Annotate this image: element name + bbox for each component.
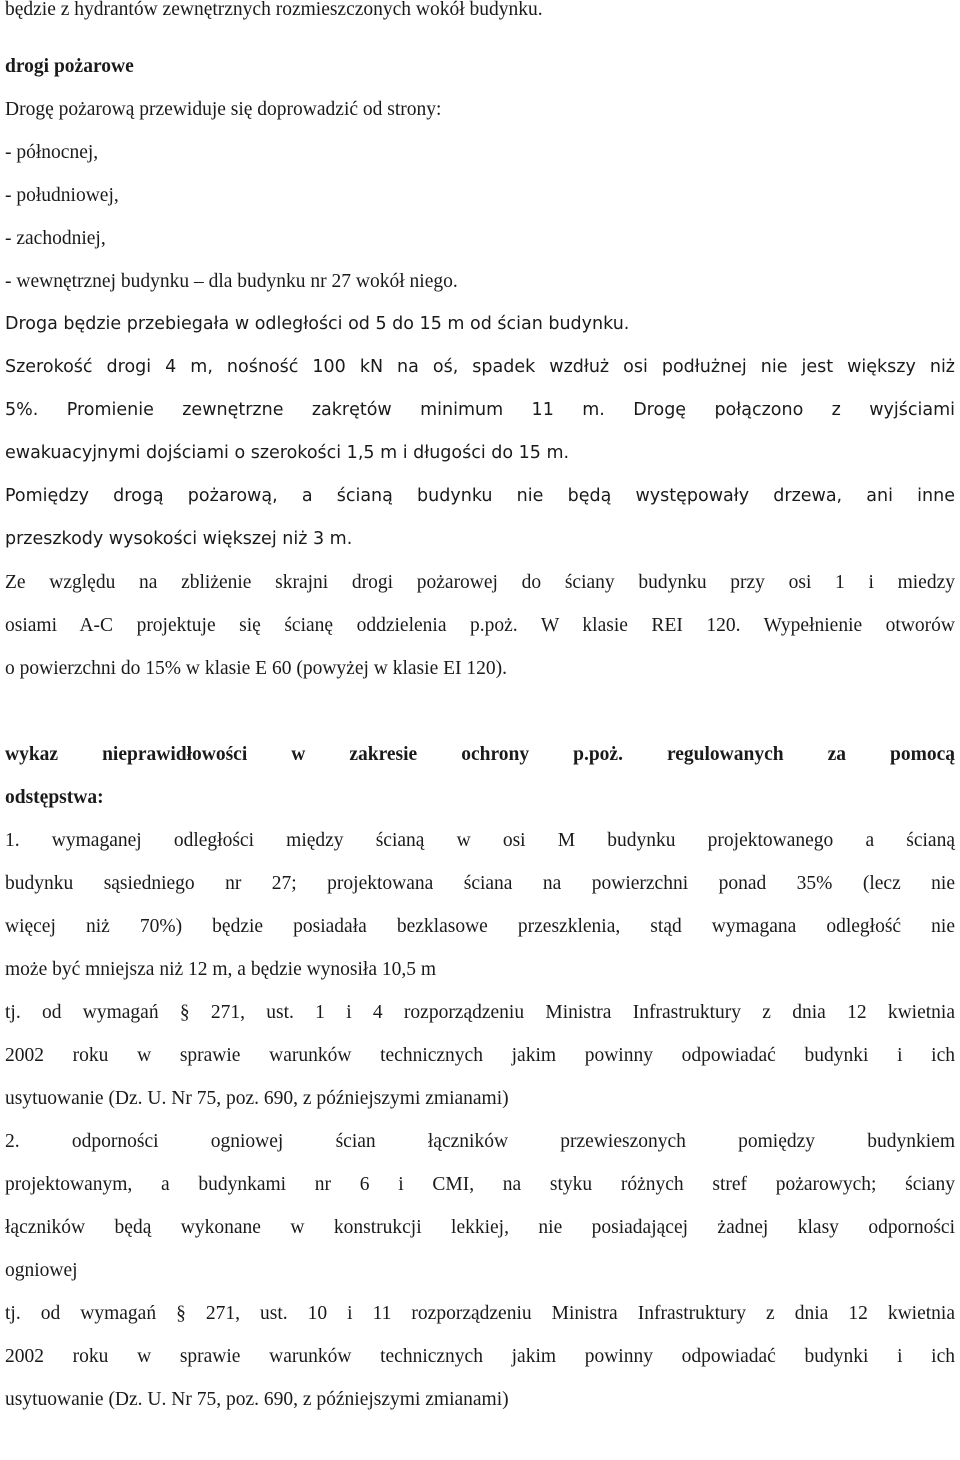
item1-ref-line-3: usytuowanie (Dz. U. Nr 75, poz. 690, z późniejszymi zmianami)	[5, 1088, 509, 1109]
item2-ref-line-3: usytuowanie (Dz. U. Nr 75, poz. 690, z późniejszymi zmianami)	[5, 1389, 509, 1410]
list-item-south: - południowej,	[5, 185, 119, 206]
item2-line-1: 2. odporności ogniowej ścian łączników przewieszonych pomiędzy budynkiem	[5, 1131, 955, 1152]
road-intro: Drogę pożarową przewiduje się doprowadzić od strony:	[5, 99, 442, 120]
list-item-inner: - wewnętrznej budynku – dla budynku nr 27 wokół niego.	[5, 271, 458, 292]
trees-line-1: Pomiędzy drogą pożarową, a ścianą budynku nie będą występowały drzewa, ani inne	[5, 486, 955, 506]
item1-line-2: budynku sąsiedniego nr 27; projektowana ściana na powierzchni ponad 35% (lecz nie	[5, 873, 955, 894]
item1-ref-line-2: 2002 roku w sprawie warunków technicznych jakim powinny odpowiadać budynki i ich	[5, 1045, 955, 1066]
road-width-line-3: ewakuacyjnymi dojściami o szerokości 1,5 m i długości do 15 m.	[5, 443, 570, 463]
list-item-west: - zachodniej,	[5, 228, 106, 249]
list-item-north: - północnej,	[5, 142, 99, 163]
wall-line-2: osiami A-C projektuje się ścianę oddzielenia p.poż. W klasie REI 120. Wypełnienie otworów	[5, 615, 955, 636]
road-width-line-2: 5%. Promienie zewnętrzne zakrętów minimum 11 m. Drogę połączono z wyjściami	[5, 400, 955, 420]
item1-line-3: więcej niż 70%) będzie posiadała bezklasowe przeszklenia, stąd wymagana odległość nie	[5, 916, 955, 937]
item2-ref-line-1: tj. od wymagań § 271, ust. 10 i 11 rozporządzeniu Ministra Infrastruktury z dnia 12 kwietnia	[5, 1303, 955, 1324]
wall-line-3: o powierzchni do 15% w klasie E 60 (powyżej w klasie EI 120).	[5, 658, 507, 679]
item1-ref-line-1: tj. od wymagań § 271, ust. 1 i 4 rozporządzeniu Ministra Infrastruktury z dnia 12 kwietnia	[5, 1002, 955, 1023]
road-width-line-1: Szerokość drogi 4 m, nośność 100 kN na oś, spadek wzdłuż osi podłużnej nie jest większy niż	[5, 357, 955, 377]
item2-ref-line-2: 2002 roku w sprawie warunków technicznych jakim powinny odpowiadać budynki i ich	[5, 1346, 955, 1367]
heading-deviations-line-1: wykaz nieprawidłowości w zakresie ochrony p.poż. regulowanych za pomocą	[5, 744, 955, 765]
trees-line-2: przeszkody wysokości większej niż 3 m.	[5, 529, 353, 549]
item2-line-3: łączników będą wykonane w konstrukcji lekkiej, nie posiadającej żadnej klasy odporności	[5, 1217, 955, 1238]
heading-deviations-line-2: odstępstwa:	[5, 787, 104, 808]
item2-line-2: projektowanym, a budynkami nr 6 i CMI, na styku różnych stref pożarowych; ściany	[5, 1174, 955, 1195]
item1-line-4: może być mniejsza niż 12 m, a będzie wynosiła 10,5 m	[5, 959, 437, 980]
item1-line-1: 1. wymaganej odległości między ścianą w osi M budynku projektowanego a ścianą	[5, 830, 955, 851]
road-distance: Droga będzie przebiegała w odległości od 5 do 15 m od ścian budynku.	[5, 314, 630, 334]
heading-fire-roads: drogi pożarowe	[5, 56, 134, 77]
intro-line: będzie z hydrantów zewnętrznych rozmieszczonych wokół budynku.	[5, 0, 543, 20]
item2-line-4: ogniowej	[5, 1260, 78, 1281]
wall-line-1: Ze względu na zbliżenie skrajni drogi pożarowej do ściany budynku przy osi 1 i miedzy	[5, 572, 955, 593]
